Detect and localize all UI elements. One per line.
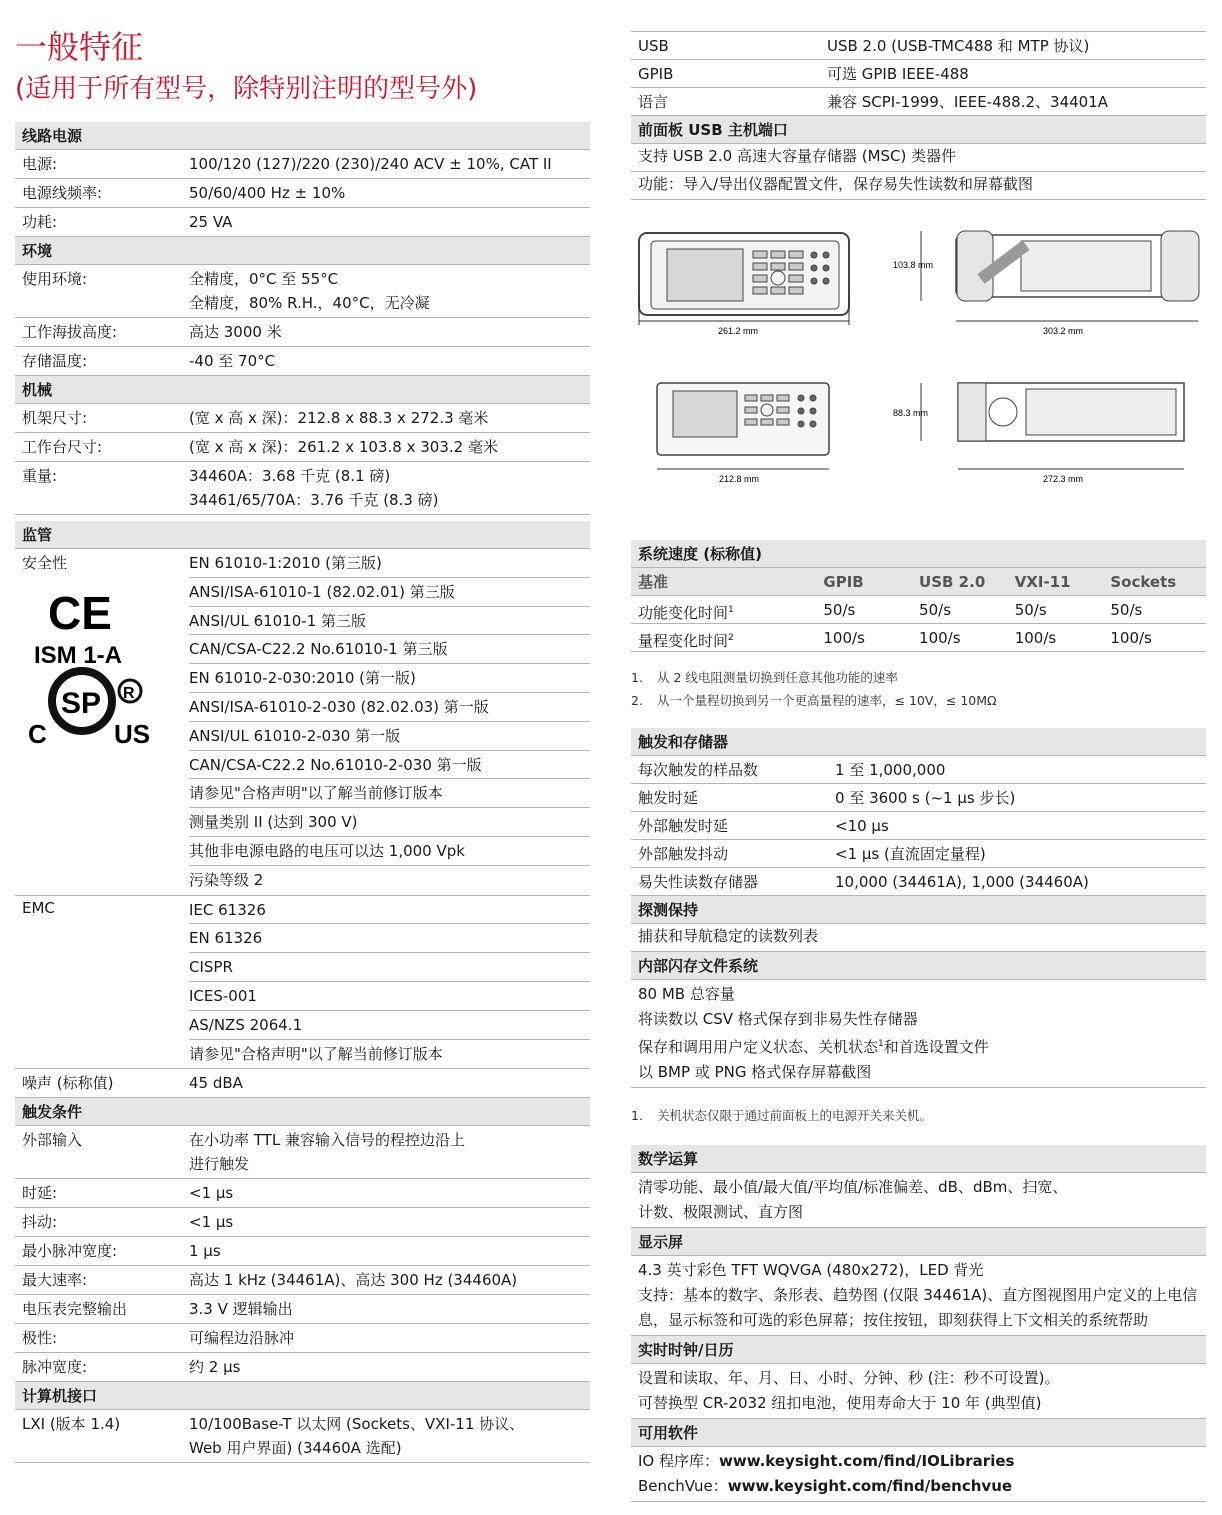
spec-row: 触发时延 0 至 3600 s (~1 µs 步长) xyxy=(631,784,1206,812)
dim-bench-width: 261.2 mm xyxy=(718,326,759,336)
spec-row: 工作台尺寸: (宽 x 高 x 深)：261.2 x 103.8 x 303.2 毫米 xyxy=(15,433,590,462)
dim-rack-height: 88.3 mm xyxy=(893,408,929,418)
csa-sp-mark: SP xyxy=(61,687,102,720)
spec-row: 重量: 34460A：3.68 千克 (8.1 磅) 34461/65/70A：3.76 千克 (8.3 磅) xyxy=(15,462,590,515)
text-line: 支持 USB 2.0 高速大容量存储器 (MSC) 类器件 xyxy=(631,144,1206,172)
spec-row: 抖动: <1 µs xyxy=(15,1208,590,1237)
section-computer-interface: 计算机接口 xyxy=(15,1382,590,1410)
dim-bench-height: 103.8 mm xyxy=(893,260,934,270)
spec-row: 易失性读数存储器 10,000 (34461A), 1,000 (34460A) xyxy=(631,868,1206,896)
spec-row: 语言 兼容 SCPI-1999、IEEE-488.2、34401A xyxy=(631,88,1206,116)
emc-list: IEC 61326 EN 61326 CISPR ICES-001 AS/NZS 2064.1 请参见"合格声明"以了解当前修订版本 xyxy=(189,896,590,1069)
section-rtc: 实时时钟/日历 xyxy=(631,1336,1206,1364)
spec-row: GPIB 可选 GPIB IEEE-488 xyxy=(631,60,1206,88)
ism-mark: ISM 1-A xyxy=(34,642,123,669)
spec-row: 电源: 100/120 (127)/220 (230)/240 ACV ± 10%, CAT II xyxy=(15,150,590,179)
section-math: 数学运算 xyxy=(631,1145,1206,1173)
spec-row: 使用环境: 全精度，0°C 至 55°C 全精度，80% R.H.，40°C，无冷凝 xyxy=(15,265,590,318)
flash-block: 80 MB 总容量 将读数以 CSV 格式保存到非易失性存储器 保存和调用用户定义状态、关机状态$^1$和首选设置文件 以 BMP 或 PNG 格式保存屏幕截图 xyxy=(631,980,1206,1088)
emc-label: EMC xyxy=(22,898,55,917)
left-column xyxy=(15,0,590,1463)
section-system-speed: 系统速度 (标称值) xyxy=(631,540,1206,568)
emc-group xyxy=(15,896,590,1070)
speed-row: 量程变化时间$^2$ 100/s 100/s 100/s 100/s xyxy=(631,624,1206,652)
benchvue-link[interactable]: www.keysight.com/find/benchvue xyxy=(727,1477,1013,1495)
right-column: USB USB 2.0 (USB-TMC488 和 MTP 协议) GPIB 可选 GPIB IEEE-488 语言 兼容 SCPI-1999、IEEE-488.2、34401A 前面板 USB 主机端口 支持 USB 2.0 高速大容量存储器 (MSC) 类器件 功能：导入/导出仪器配置文件，保存易失性读数和屏幕截图 261.2 mm 103.8 mm 303.2 mm 212.8 mm 88.3 mm 272.3 mm 系统速度 (标称值) 基准 GPIB USB 2.0 VXI-11 Sockets 功能变化时间$^1$ 50/s 50/s 50/s 50/s 量程变化时间$^2$ 100/s 100/s 100/s 100/s 1. 从 2 线电阻测量切换到任意其他功能的速率 2. 从一个量程切换到另一个更高量程的速率，≤ 10V，≤ 10MΩ 触发和存储器 每次触发的样品数 1 至 1,000,000 触发时延 0 至 3600 s (~1 µs 步长) 外部触发时延 <10 µs 外部触发抖动 <1 µs (直流固定量程) 易失性读数存储器 10,000 (34461A), 1,000 (34460A) 探测保持 捕获和导航稳定的读数列表 内部闪存文件系统 80 MB 总容量 将读数以 CSV 格式保存到非易失性存储器 保存和调用用户定义状态、关机状态$^1$和首选设置文件 以 BMP 或 PNG 格式保存屏幕截图 1. 关机状态仅限于通过前面板上的电源开关来关机。 数学运算 清零功能、最小值/最大值/平均值/标准偏差、dB、dBm、扫宽、 计数、极限测试、直方图 显示屏 4.3 英寸彩色 TFT WQVGA (480x272)，LED 背光 支持：基本的数字、条形表、趋势图 (仅限 34461A)、直方图视图用户定义的上电信 息，显示标签和可选的彩色屏幕；按住按钮，即刻获得上下文相关的系统帮助 实时时钟/日历 设置和读取、年、月、日、小时、分钟、秒 (注：秒不可设置)。 可替换型 CR-2032 纽扣电池，使用寿命大于 10 年 (典型值) 可用软件 IO 程序库：www.keysight.com/find/IOLibraries BenchVue：www.keysight.com/find/benchvue xyxy=(631,0,1206,1502)
footnote: 2. 从一个量程切换到另一个更高量程的速率，≤ 10V，≤ 10MΩ xyxy=(631,693,997,708)
safety-label: 安全性 xyxy=(22,554,68,572)
dim-rack-depth: 272.3 mm xyxy=(1043,474,1084,484)
safety-list: EN 61010-1:2010 (第三版) ANSI/ISA-61010-1 (82.02.01) 第三版 ANSI/UL 61010-1 第三版 CAN/CSA-C22.2 No.61010-1 第三版 EN 61010-2-030:2010 (第一版) ANSI/ISA-61010-2-030 (82.02.03) 第一版 ANSI/UL 61010-2-030 第一版 CAN/CSA-C22.2 No.61010-2-030 第一版 请参见"合格声明"以了解当前修订版本 测量类别 II (达到 300 V) 其他非电源电路的电压可以达 1,000 Vpk 污染等级 2 xyxy=(189,549,590,895)
spec-row: 外部触发抖动 <1 µs (直流固定量程) xyxy=(631,840,1206,868)
text-line: 捕获和导航稳定的读数列表 xyxy=(631,924,1206,952)
section-trigger: 触发条件 xyxy=(15,1098,590,1126)
spec-row: 最大速率: 高达 1 kHz (34461A)、高达 300 Hz (34460A) xyxy=(15,1266,590,1295)
footnote: 1. 从 2 线电阻测量切换到任意其他功能的速率 xyxy=(631,670,898,685)
spec-row: 极性: 可编程边沿脉冲 xyxy=(15,1324,590,1353)
section-trigger-memory: 触发和存储器 xyxy=(631,728,1206,756)
section-flash-fs: 内部闪存文件系统 xyxy=(631,952,1206,980)
section-regulatory: 监管 xyxy=(15,521,590,549)
section-software: 可用软件 xyxy=(631,1419,1206,1447)
spec-row: 时延: <1 µs xyxy=(15,1179,590,1208)
section-display: 显示屏 xyxy=(631,1228,1206,1256)
spec-row: USB USB 2.0 (USB-TMC488 和 MTP 协议) xyxy=(631,32,1206,60)
speed-row: 功能变化时间$^1$ 50/s 50/s 50/s 50/s xyxy=(631,596,1206,624)
dim-bench-depth: 303.2 mm xyxy=(1043,326,1084,336)
spec-row: 每次触发的样品数 1 至 1,000,000 xyxy=(631,756,1206,784)
spec-row: 外部输入 在小功率 TTL 兼容输入信号的程控边沿上 进行触发 xyxy=(15,1126,590,1179)
certification-marks xyxy=(22,581,162,751)
text-line: 功能：导入/导出仪器配置文件，保存易失性读数和屏幕截图 xyxy=(631,172,1206,200)
spec-row: 电压表完整输出 3.3 V 逻辑输出 xyxy=(15,1295,590,1324)
spec-row: 外部触发时延 <10 µs xyxy=(631,812,1206,840)
rack-front-view xyxy=(657,383,829,455)
spec-row: 工作海拔高度: 高达 3000 米 xyxy=(15,318,590,347)
page-title: 一般特征 xyxy=(15,28,144,66)
bench-front-view xyxy=(639,233,849,315)
spec-row: 电源线频率: 50/60/400 Hz ± 10% xyxy=(15,179,590,208)
spec-row: LXI (版本 1.4) 10/100Base-T 以太网 (Sockets、VXI-11 协议、 Web 用户界面) (34460A 选配) xyxy=(15,1410,590,1463)
section-usb-host: 前面板 USB 主机端口 xyxy=(631,116,1206,144)
ce-mark: CE xyxy=(48,587,112,639)
spec-row: 最小脉冲宽度: 1 µs xyxy=(15,1237,590,1266)
section-environment: 环境 xyxy=(15,237,590,265)
dimension-drawings xyxy=(631,200,1206,530)
section-probe-hold: 探测保持 xyxy=(631,896,1206,924)
io-libraries-link[interactable]: www.keysight.com/find/IOLibraries xyxy=(719,1452,1015,1470)
spec-row: 存储温度: -40 至 70°C xyxy=(15,347,590,376)
dim-rack-width: 212.8 mm xyxy=(719,474,760,484)
registered-mark: R xyxy=(123,685,135,702)
spec-row: 脉冲宽度: 约 2 µs xyxy=(15,1353,590,1382)
section-mechanical: 机械 xyxy=(15,376,590,404)
page-subtitle: (适用于所有型号，除特别注明的型号外) xyxy=(15,74,478,104)
spec-row: 机架尺寸: (宽 x 高 x 深)：212.8 x 88.3 x 272.3 毫米 xyxy=(15,404,590,433)
spec-row: 噪声 (标称值) 45 dBA xyxy=(15,1069,590,1098)
safety-group xyxy=(15,549,590,896)
footnote: 1. 关机状态仅限于通过前面板上的电源开关来关机。 xyxy=(631,1108,933,1123)
speed-header-row: 基准 GPIB USB 2.0 VXI-11 Sockets xyxy=(631,568,1206,596)
csa-us-mark: US xyxy=(114,719,151,749)
bench-side-view xyxy=(956,231,1199,301)
section-power: 线路电源 xyxy=(15,122,590,150)
spec-row: 功耗: 25 VA xyxy=(15,208,590,237)
rack-side-view xyxy=(958,383,1184,441)
csa-c-mark: C xyxy=(28,719,47,749)
